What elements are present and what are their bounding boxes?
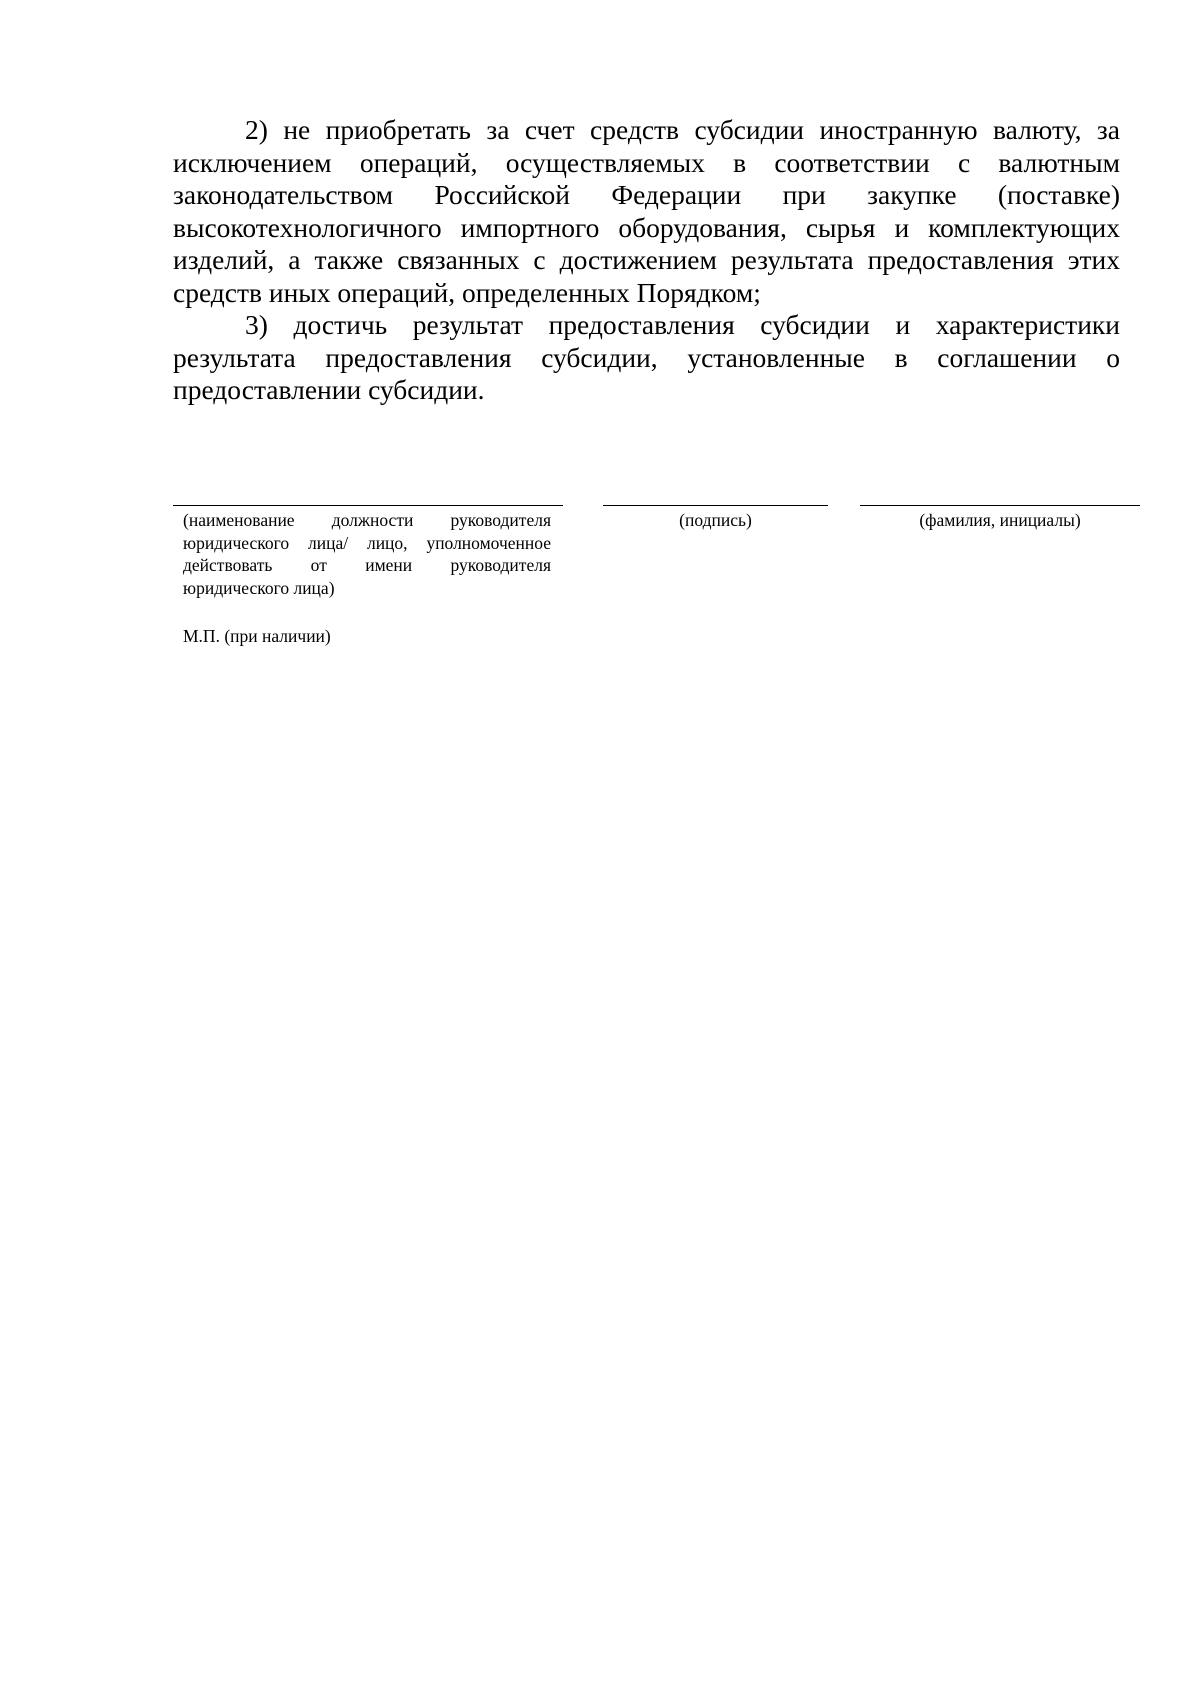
- paragraph-item-2: 2) не приобретать за счет средств субсидии иностранную валюту, за исключением операций, осуществляемых в соответствии с валютным законодательством Российской Федерации при закупке (поставке) высокотехнологичного импортного оборудования, сырья и комплектующих изделий, а также связанных с достижением результата предоставления этих средств иных операций, определенных Порядком;: [173, 114, 1120, 308]
- name-signature-line: [860, 505, 1140, 506]
- signature-line: [603, 505, 828, 506]
- document-body: [173, 114, 1120, 407]
- position-signature-line: [173, 505, 563, 506]
- position-caption: (наименование должности руководителя юридического лица/ лицо, уполномоченное действовать от имени руководителя юридического лица): [183, 510, 551, 598]
- name-caption: (фамилия, инициалы): [919, 510, 1081, 530]
- paragraph-item-3: 3) достичь результат предоставления субсидии и характеристики результата предоставления субсидии, установленные в соглашении о предоставлении субсидии.: [173, 309, 1120, 405]
- signature-caption: (подпись): [679, 510, 752, 530]
- stamp-note: М.П. (при наличии): [183, 626, 331, 646]
